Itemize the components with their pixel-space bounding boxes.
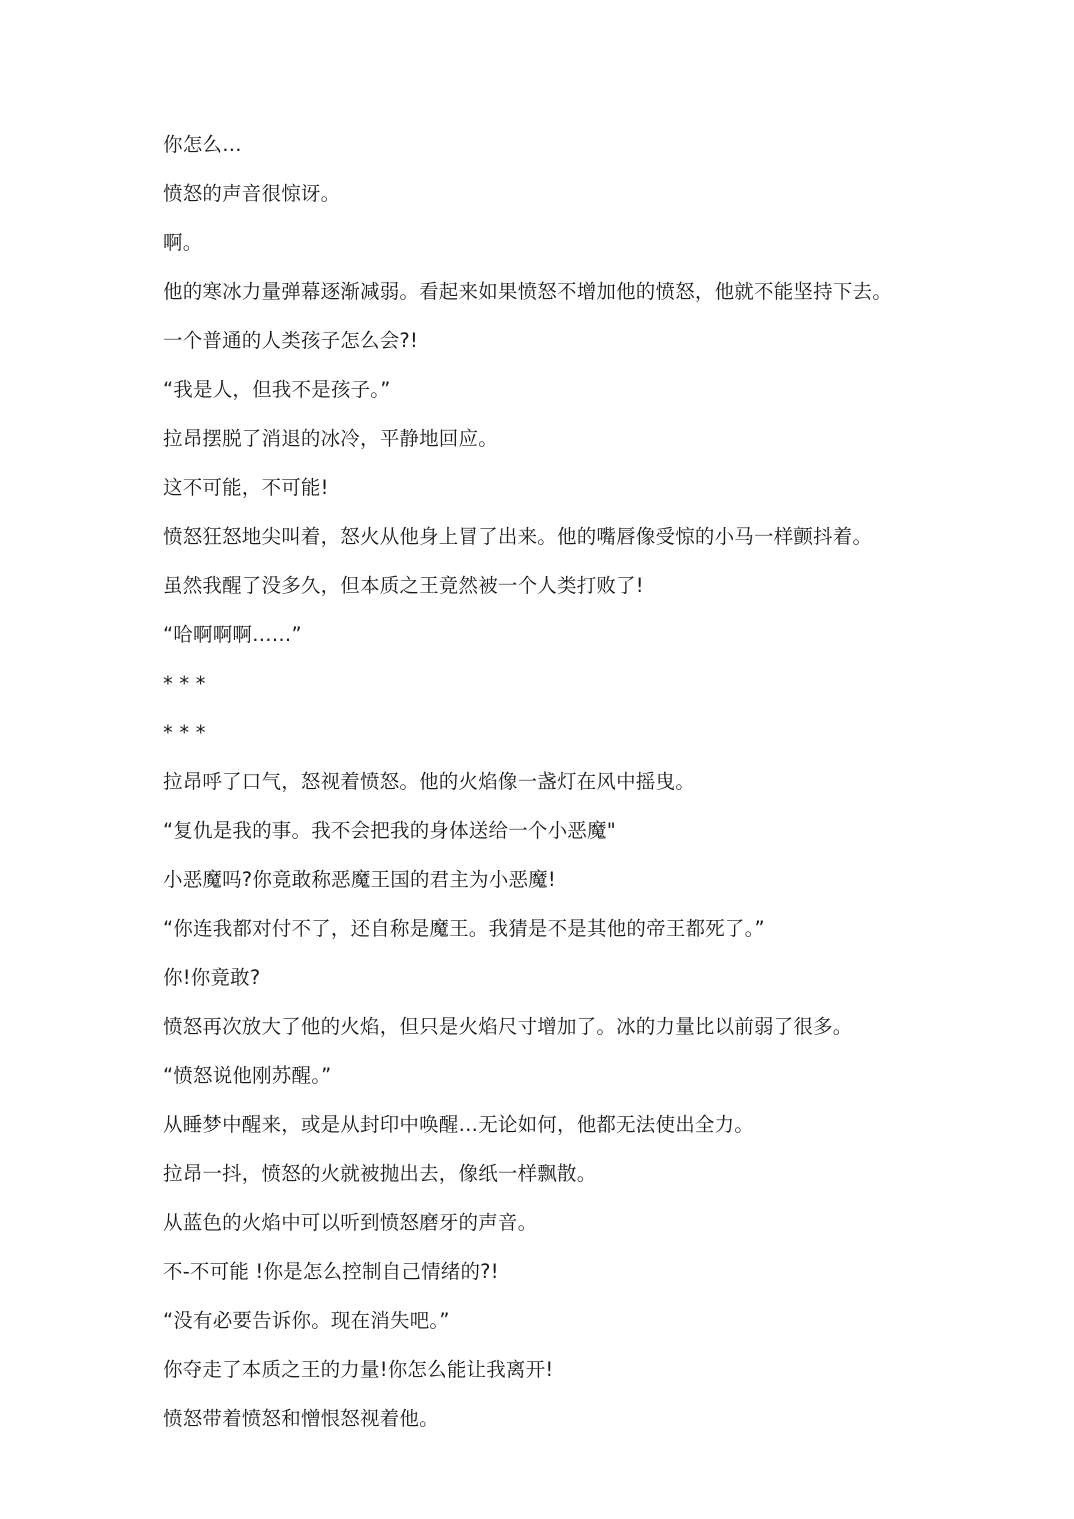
paragraph: “你连我都对付不了，还自称是魔王。我猜是不是其他的帝王都死了。” bbox=[163, 917, 765, 940]
paragraph: 拉昂呼了口气，怒视着愤怒。他的火焰像一盏灯在风中摇曳。 bbox=[163, 770, 695, 793]
paragraph: “我是人，但我不是孩子。” bbox=[163, 378, 391, 401]
paragraph: 你怎么… bbox=[163, 133, 242, 156]
scene-break: * * * bbox=[163, 721, 206, 744]
paragraph: 这不可能，不可能! bbox=[163, 476, 329, 499]
paragraph: 愤怒带着愤怒和憎恨怒视着他。 bbox=[163, 1407, 439, 1430]
paragraph: “愤怒说他刚苏醒。” bbox=[163, 1064, 332, 1087]
paragraph: 啊。 bbox=[163, 231, 203, 254]
paragraph: 愤怒狂怒地尖叫着，怒火从他身上冒了出来。他的嘴唇像受惊的小马一样颤抖着。 bbox=[163, 525, 873, 548]
paragraph: 愤怒再次放大了他的火焰，但只是火焰尺寸增加了。冰的力量比以前弱了很多。 bbox=[163, 1015, 853, 1038]
paragraph: 愤怒的声音很惊讶。 bbox=[163, 182, 341, 205]
paragraph: 拉昂摆脱了消退的冰冷，平静地回应。 bbox=[163, 427, 498, 450]
scene-break: * * * bbox=[163, 672, 206, 695]
paragraph: 拉昂一抖，愤怒的火就被抛出去，像纸一样飘散。 bbox=[163, 1162, 597, 1185]
paragraph: 他的寒冰力量弹幕逐渐减弱。看起来如果愤怒不增加他的愤怒，他就不能坚持下去。 bbox=[163, 280, 892, 303]
paragraph: 从蓝色的火焰中可以听到愤怒磨牙的声音。 bbox=[163, 1211, 538, 1234]
paragraph: “复仇是我的事。我不会把我的身体送给一个小恶魔" bbox=[163, 819, 616, 842]
paragraph: “哈啊啊啊……” bbox=[163, 623, 302, 646]
paragraph: 不-不可能 !你是怎么控制自己情绪的?! bbox=[163, 1260, 499, 1283]
paragraph: 小恶魔吗?你竟敢称恶魔王国的君主为小恶魔! bbox=[163, 868, 556, 891]
paragraph: 一个普通的人类孩子怎么会?! bbox=[163, 329, 418, 352]
paragraph: 你!你竟敢? bbox=[163, 966, 261, 989]
text-body bbox=[163, 127, 923, 1450]
paragraph: 虽然我醒了没多久，但本质之王竟然被一个人类打败了! bbox=[163, 574, 644, 597]
paragraph: 从睡梦中醒来，或是从封印中唤醒…无论如何，他都无法使出全力。 bbox=[163, 1113, 755, 1136]
paragraph: 你夺走了本质之王的力量!你怎么能让我离开! bbox=[163, 1358, 554, 1381]
paragraph: “没有必要告诉你。现在消失吧。” bbox=[163, 1309, 450, 1332]
